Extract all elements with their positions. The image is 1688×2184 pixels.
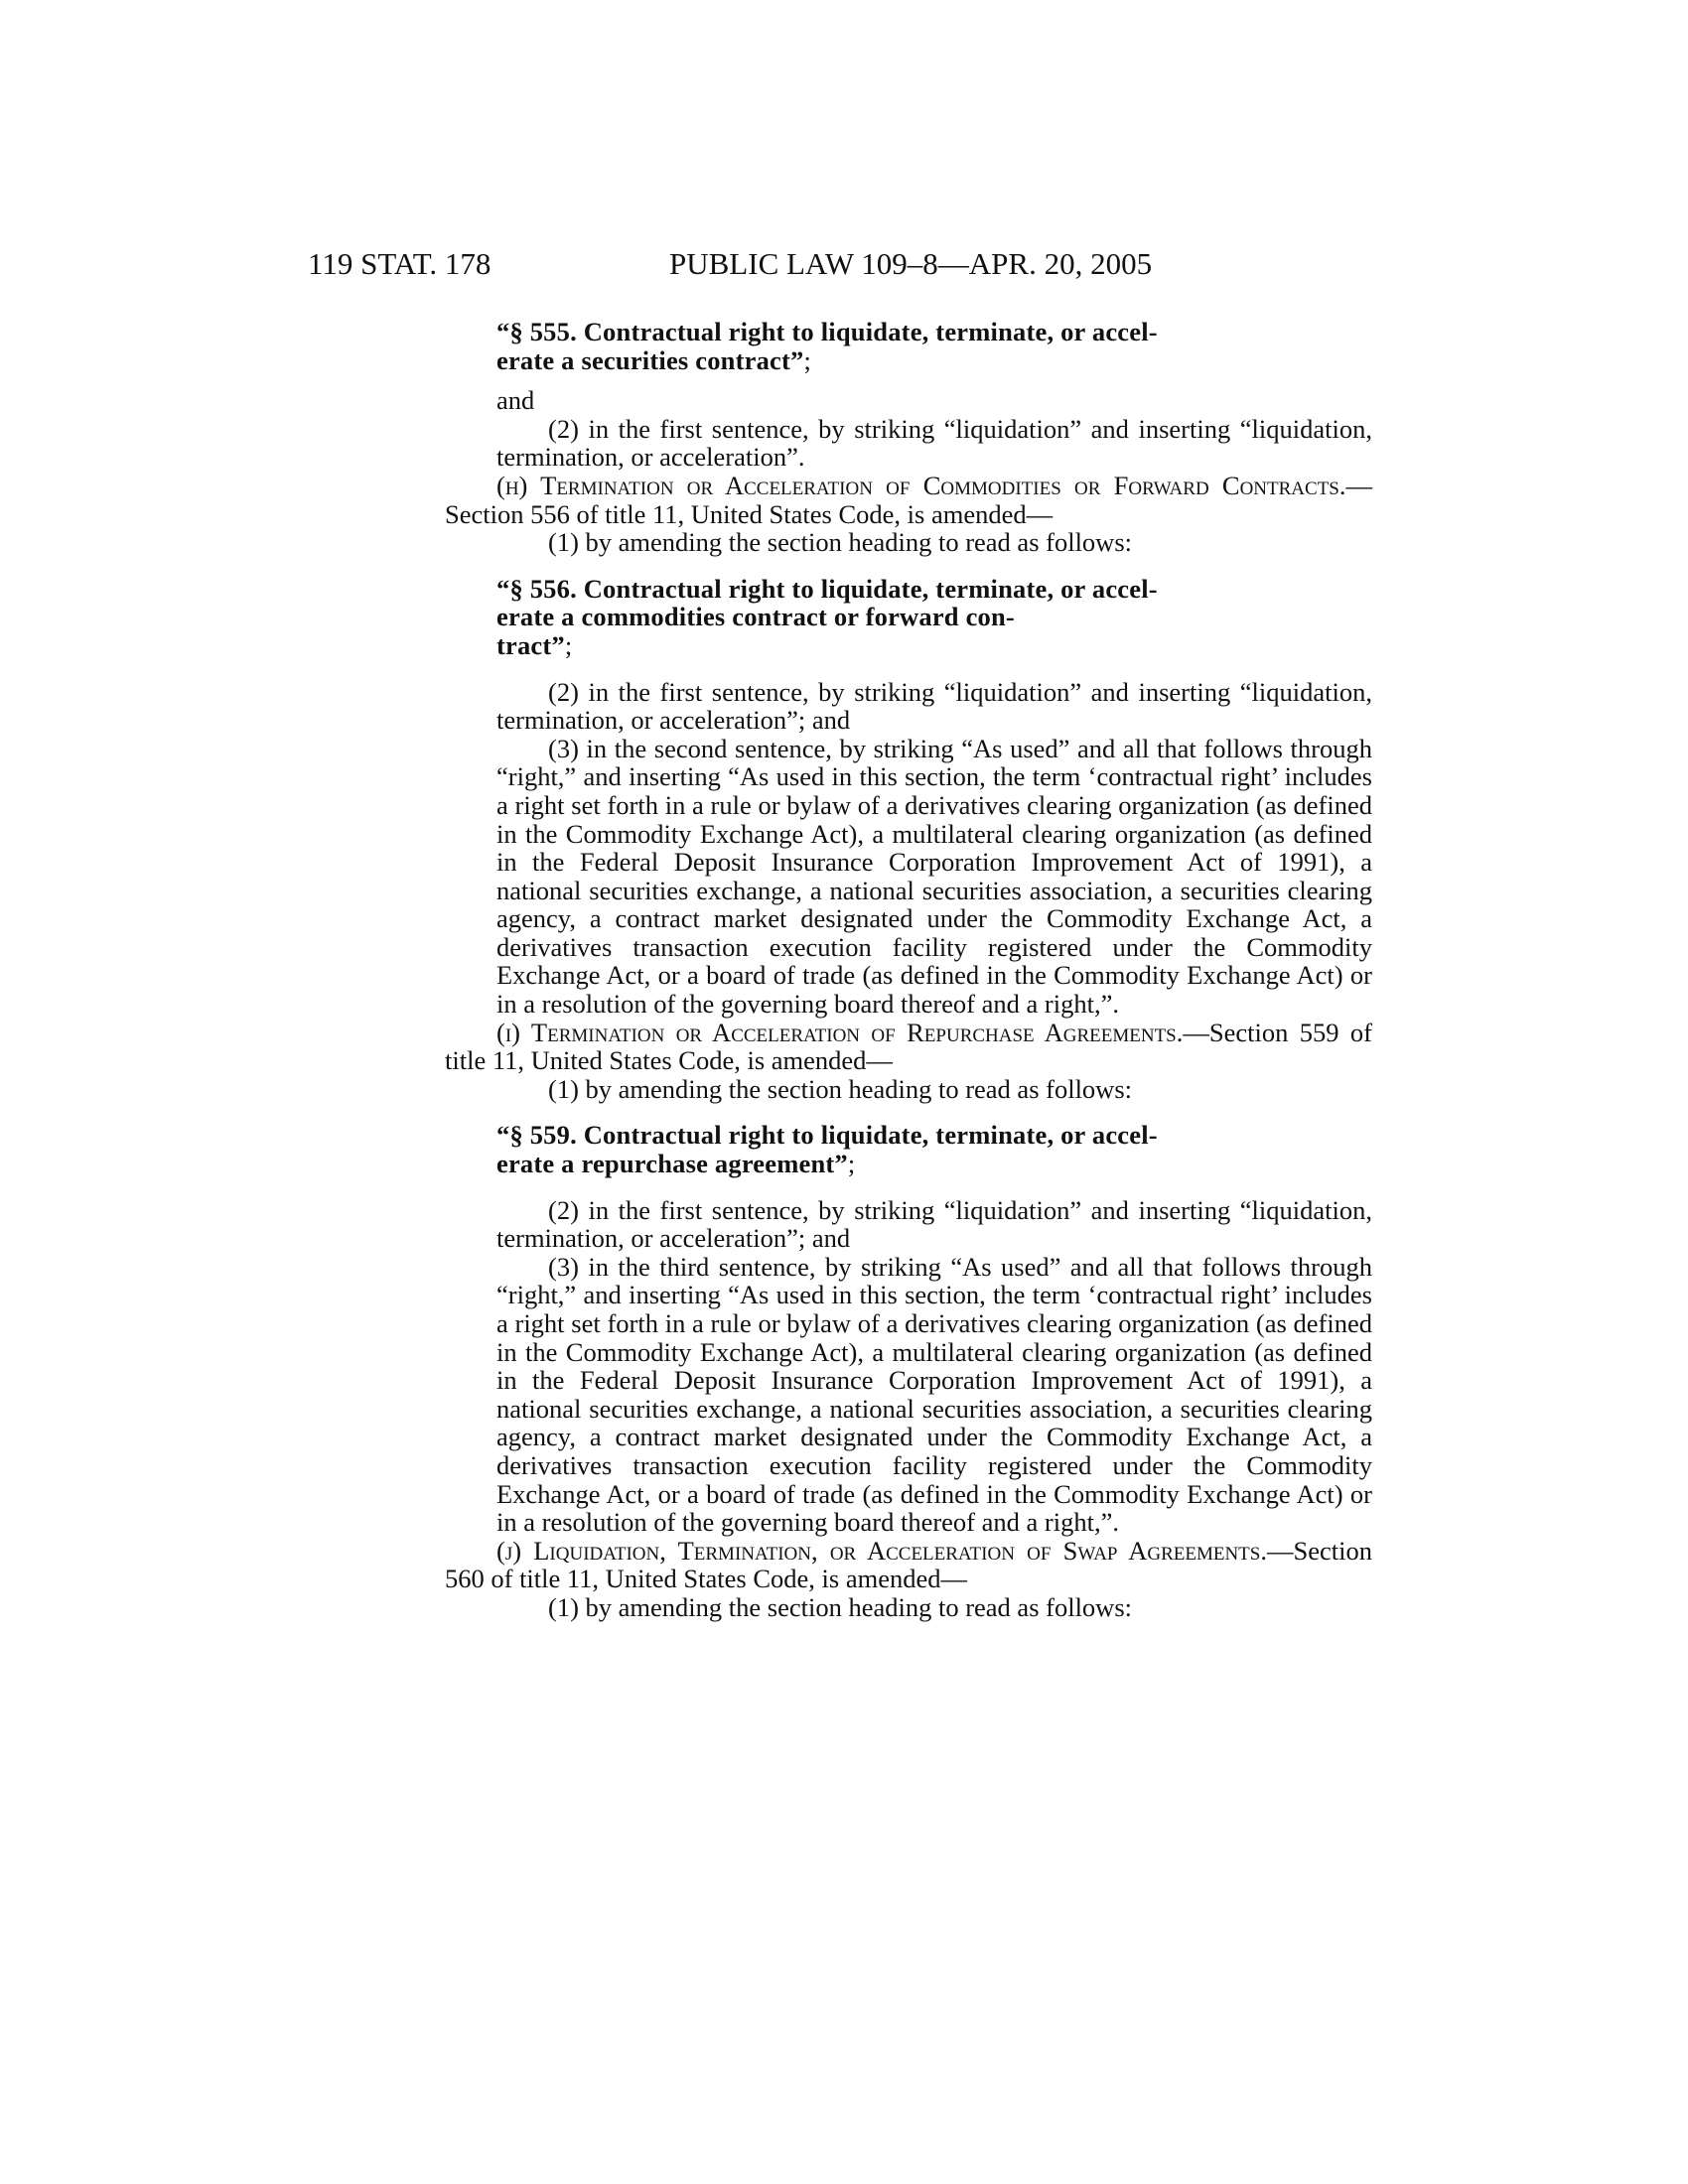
subsection-h-item-1: (1) by amending the section heading to read as follows: <box>548 527 1132 558</box>
section-heading-556-semicolon: ; <box>564 629 573 660</box>
section-heading-556-line-3: tract” <box>496 629 565 660</box>
section-heading-556-line-1: “§ 556. Contractual right to liquidate, terminate, or accel- <box>496 573 1158 604</box>
stat-page-number: 119 STAT. 178 <box>308 246 492 281</box>
document-body <box>445 317 1373 1622</box>
section-heading-555-semicolon: ; <box>803 344 812 375</box>
subsection-i-item-1: (1) by amending the section heading to read as follows: <box>548 1073 1132 1104</box>
section-heading-555 <box>496 318 1372 374</box>
section-heading-559-line-1: “§ 559. Contractual right to liquidate, terminate, or accel- <box>496 1120 1158 1151</box>
section-heading-555-line-1: “§ 555. Contractual right to liquidate, terminate, or accel- <box>496 317 1158 346</box>
paragraph-556-2: (2) in the first sentence, by striking “liquidation” and inserting “liquidation, termination, or acceleration”; and <box>496 676 1372 736</box>
subsection-h <box>445 472 1372 528</box>
paragraph-559-2: (2) in the first sentence, by striking “liquidation” and inserting “liquidation, termination, or acceleration”; and <box>496 1194 1372 1254</box>
subsection-j-item-1: (1) by amending the section heading to read as follows: <box>548 1591 1132 1622</box>
and-line: and <box>496 385 535 416</box>
subsection-h-text: —Section 556 of title 11, United States Code, is amended— <box>445 470 1372 529</box>
subsection-j-heading: (j) Liquidation, Termination, or Acceleration of Swap Agreements. <box>496 1535 1267 1566</box>
paragraph-555-2: (2) in the first sentence, by striking “liquidation” and inserting “liquidation, termination, or acceleration”. <box>496 413 1372 473</box>
subsection-i-text: —Section 559 of title 11, United States Code, is amended— <box>445 1017 1373 1076</box>
running-header <box>308 244 1372 284</box>
subsection-i <box>445 1019 1372 1075</box>
subsection-h-heading: (h) Termination or Acceleration of Commodities or Forward Contracts. <box>496 470 1346 500</box>
section-heading-559-line-2: erate a repurchase agreement” <box>496 1149 848 1179</box>
subsection-j <box>445 1537 1372 1593</box>
paragraph-559-3: (3) in the third sentence, by striking “As used” and all that follows through “right,” and inserting “As used in this section, the term ‘contractual right’ includes a right set forth in a rule or bylaw of a derivatives clearing organization (as defined in the Commodity Exchange Act), a multilateral clearing organization (as defined in the Federal Deposit Insurance Corporation Improvement Act of 1991), a national securities exchange, a national securities association, a securities clearing agency, a contract market designated under the Commodity Exchange Act, a derivatives transaction execution facility registered under the Commodity Exchange Act, or a board of trade (as defined in the Commodity Exchange Act) or in a resolution of the governing board thereof and a right,”. <box>496 1251 1372 1538</box>
paragraph-556-3: (3) in the second sentence, by striking “As used” and all that follows through “right,” and inserting “As used in this section, the term ‘contractual right’ includes a right set forth in a rule or bylaw of a derivatives clearing organization (as defined in the Commodity Exchange Act), a multilateral clearing organization (as defined in the Federal Deposit Insurance Corporation Improvement Act of 1991), a national securities exchange, a national securities association, a securities clearing agency, a contract market designated under the Commodity Exchange Act, a derivatives transaction execution facility registered under the Commodity Exchange Act, or a board of trade (as defined in the Commodity Exchange Act) or in a resolution of the governing board thereof and a right,”. <box>496 733 1372 1020</box>
subsection-i-heading: (i) Termination or Acceleration of Repurchase Agreements. <box>496 1017 1184 1047</box>
subsection-j-text: —Section 560 of title 11, United States Code, is amended— <box>445 1535 1372 1594</box>
section-heading-559-semicolon: ; <box>847 1149 856 1179</box>
section-heading-559 <box>496 1121 1372 1177</box>
public-law-citation: PUBLIC LAW 109–8—APR. 20, 2005 <box>669 246 1153 281</box>
section-heading-556 <box>496 575 1372 660</box>
section-heading-555-line-2: erate a securities contract” <box>496 344 804 375</box>
section-heading-556-line-2: erate a commodities contract or forward con- <box>496 602 1015 632</box>
